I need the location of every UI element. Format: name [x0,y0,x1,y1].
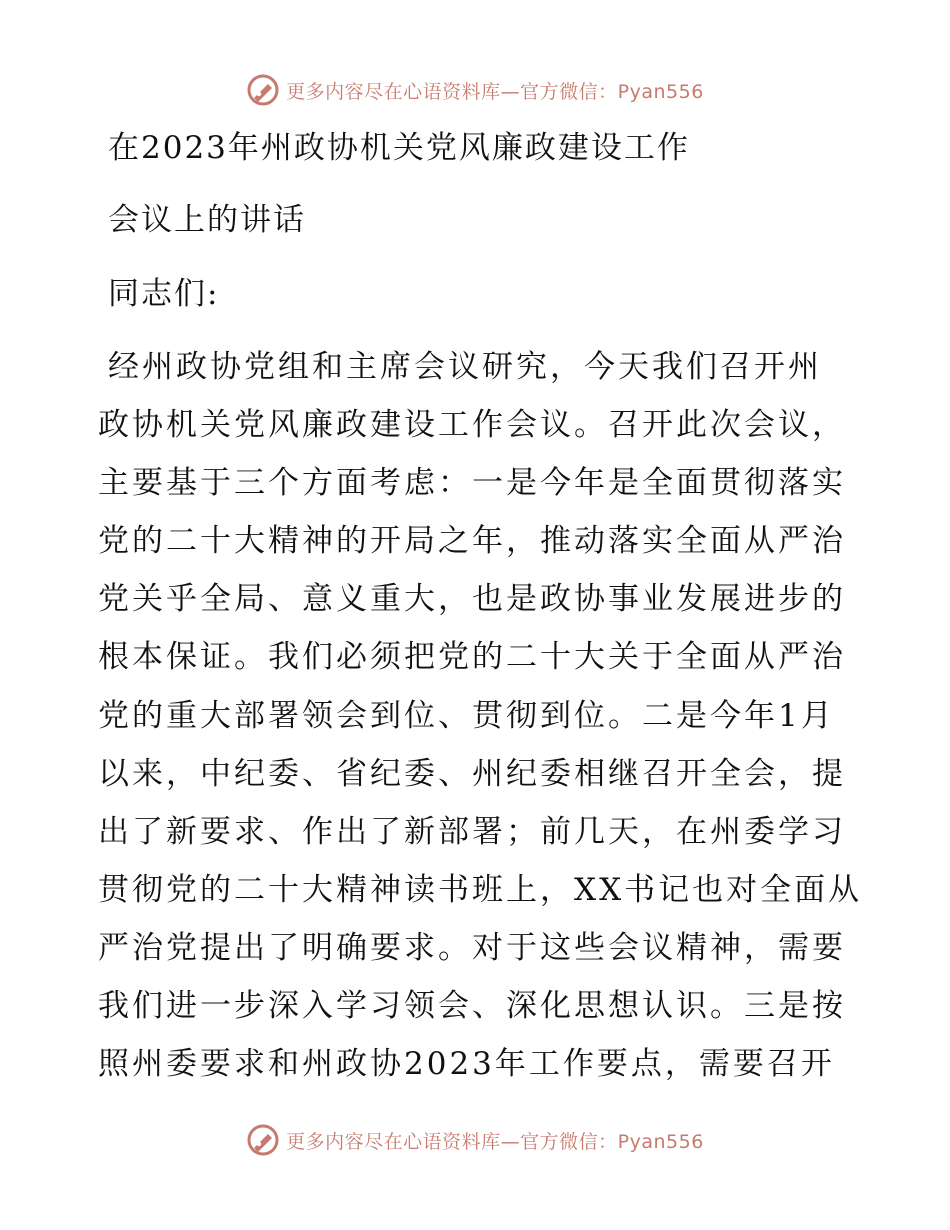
body-line: 党的重大部署领会到位、贯彻到位。二是今年1月 [98,697,835,734]
body-line: 党的二十大精神的开局之年，推动落实全面从严治 [98,523,846,560]
body-line: 严治党提出了明确要求。对于这些会议精神，需要 [98,929,846,966]
salutation: 同志们: [108,276,220,312]
body-line: 出了新要求、作出了新部署；前几天，在州委学习 [98,813,846,850]
body-line: 贯彻党的二十大精神读书班上，XX书记也对全面从 [98,871,863,908]
body-line: 主要基于三个方面考虑：一是今年是全面贯彻落实 [98,465,846,502]
header-watermark [0,70,950,110]
pen-nib-logo-icon [246,73,280,107]
body-line: 照州委要求和州政协2023年工作要点，需要召开 [98,1046,835,1083]
body-paragraph [98,347,863,1102]
body-line: 经州政协党组和主席会议研究，今天我们召开州 [108,349,822,385]
body-line: 党关乎全局、意义重大，也是政协事业发展进步的 [98,581,846,618]
document-title-line-2: 会议上的讲话 [108,202,306,238]
watermark-text: 更多内容尽在心语资料库—官方微信：Pyan556 [286,80,704,103]
body-line: 根本保证。我们必须把党的二十大关于全面从严治 [98,639,846,676]
body-line: 以来，中纪委、省纪委、州纪委相继召开全会，提 [98,755,846,792]
pen-nib-logo-icon [246,1123,280,1157]
watermark-text: 更多内容尽在心语资料库—官方微信：Pyan556 [286,1130,704,1153]
document-title-line-1: 在2023年州政协机关党风廉政建设工作 [108,130,690,166]
footer-watermark [0,1120,950,1160]
body-line: 政协机关党风廉政建设工作会议。召开此次会议， [98,407,846,444]
body-line: 我们进一步深入学习领会、深化思想认识。三是按 [98,988,846,1025]
